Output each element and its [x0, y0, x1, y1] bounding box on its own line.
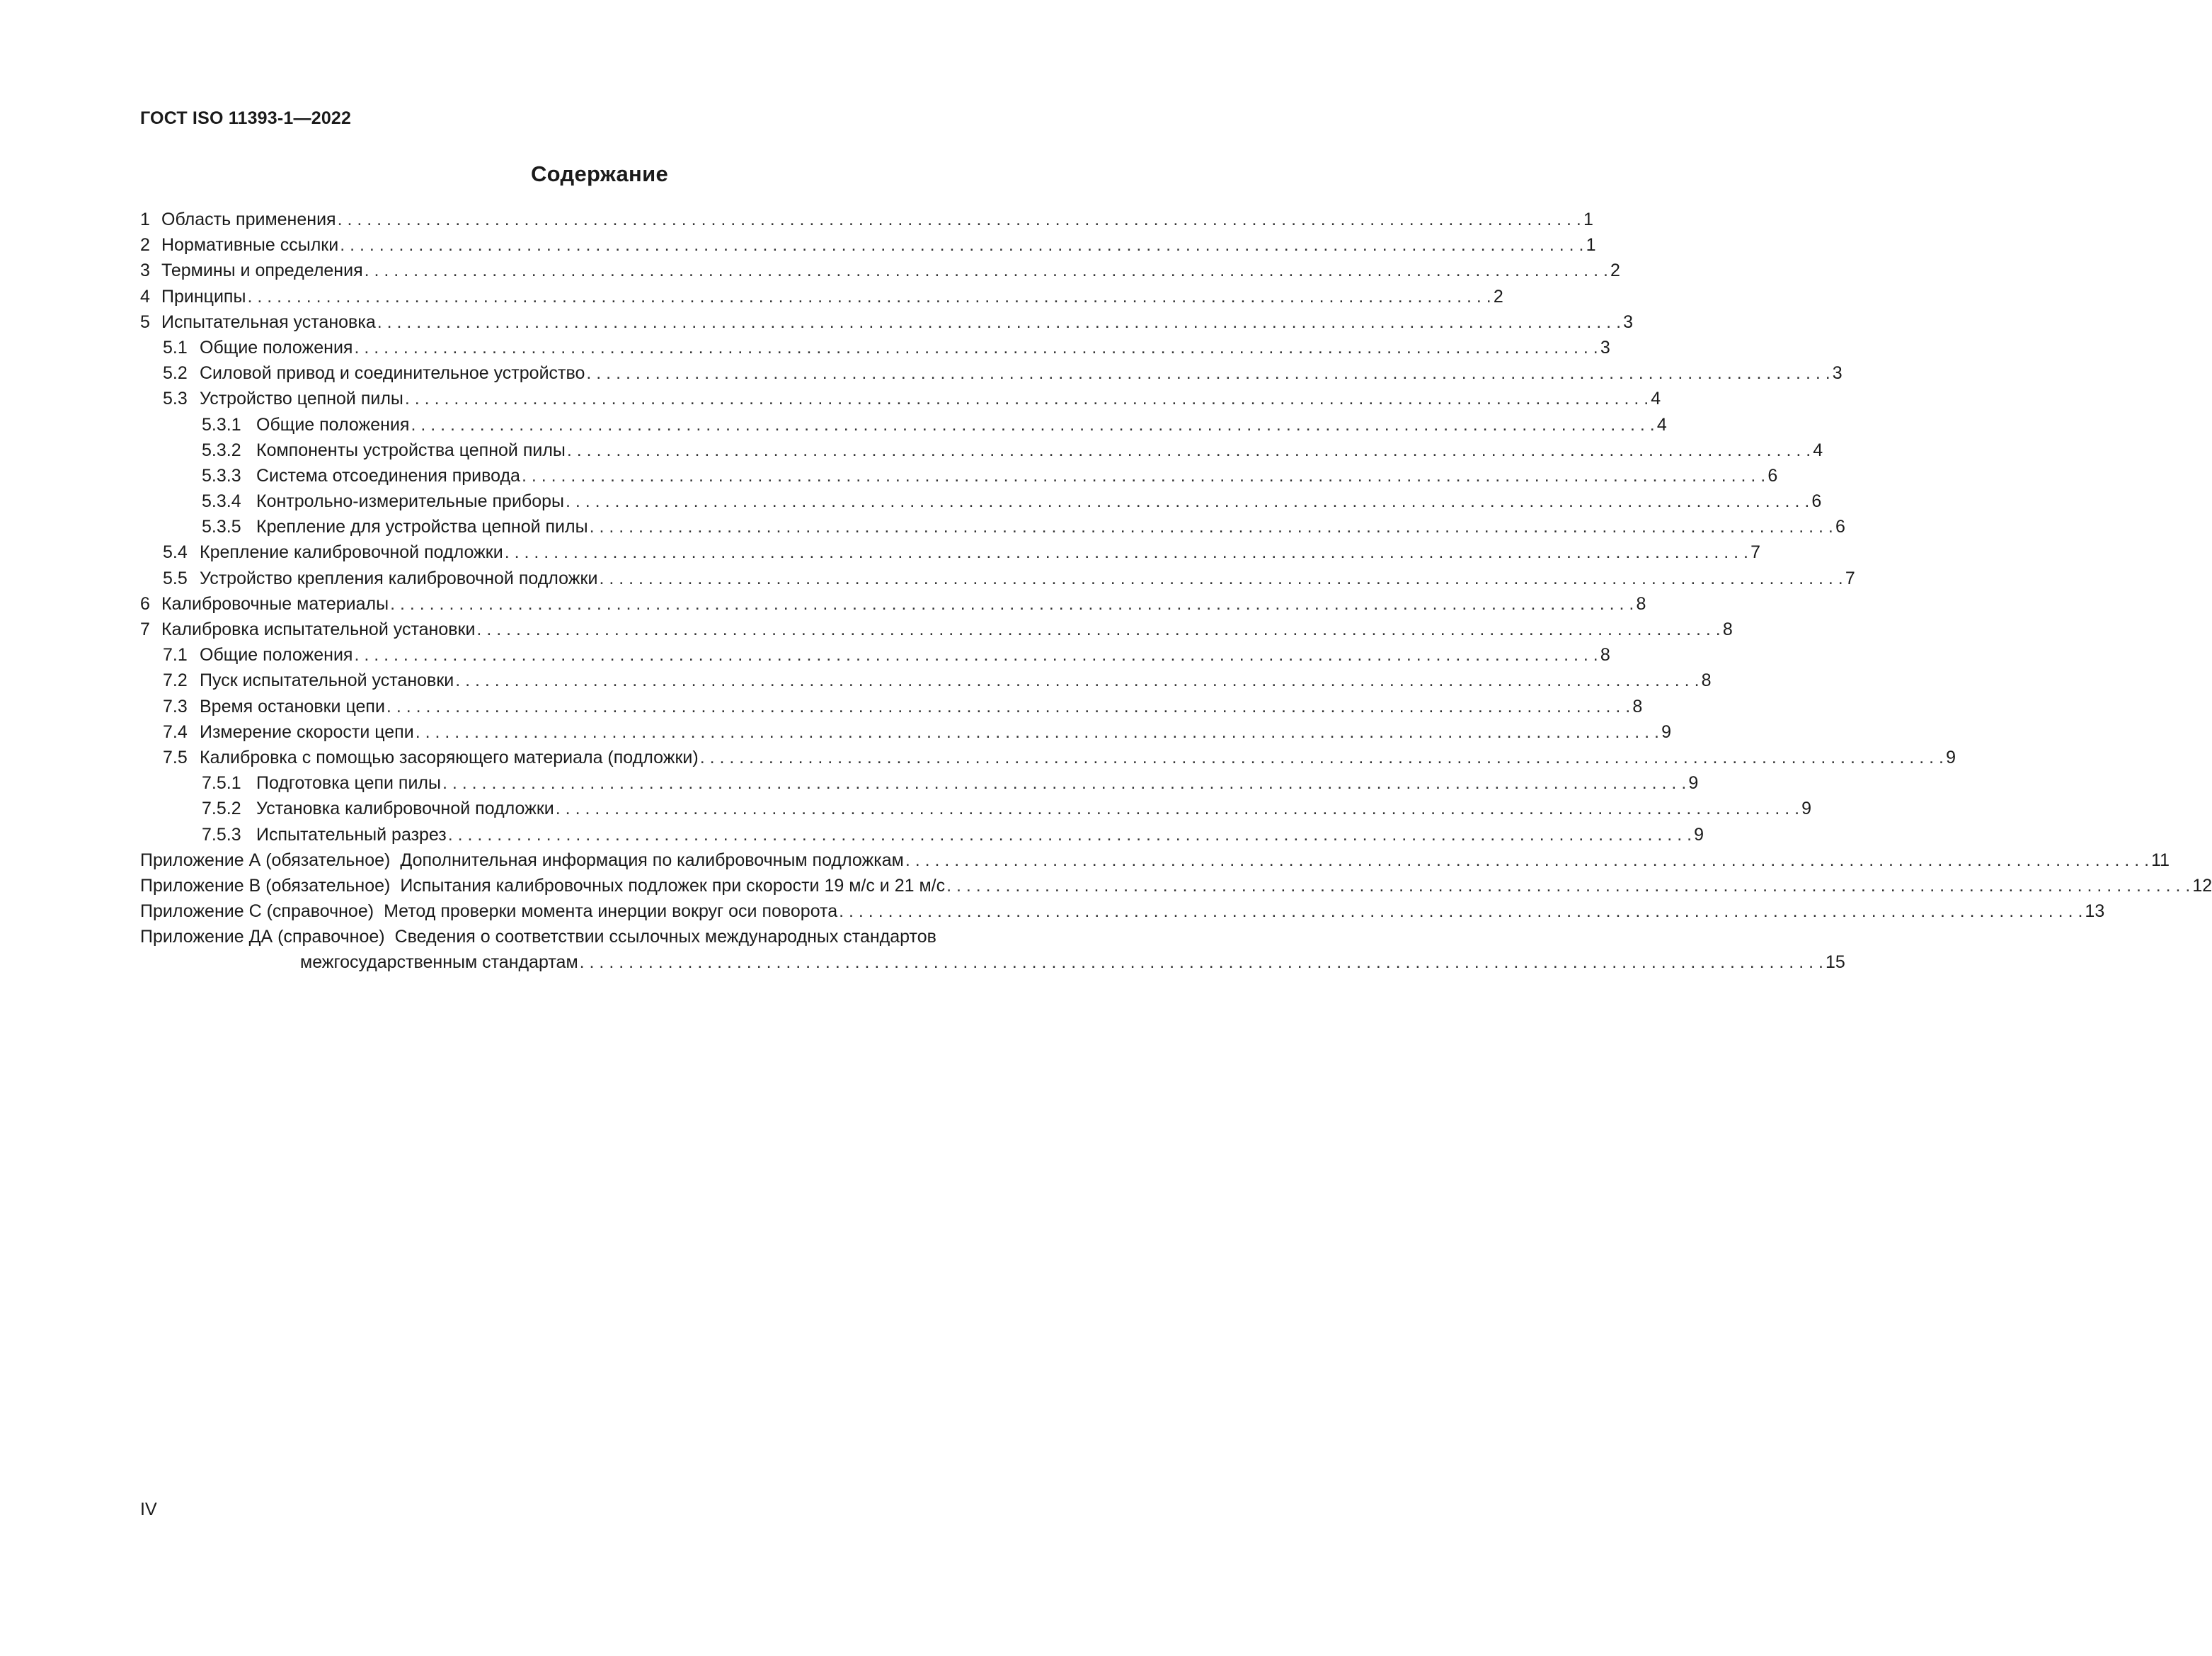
toc-leader-dots — [448, 822, 1692, 847]
toc-leader-dots — [700, 745, 1944, 770]
toc-entry-number: 5.3.2 — [202, 440, 241, 460]
toc-entry-number: 5.3.1 — [202, 414, 241, 435]
toc-entry[interactable] — [140, 719, 1671, 745]
toc-entry-number: 7.3 — [163, 696, 188, 716]
toc-entry-number: 1 — [140, 210, 150, 229]
toc-entry[interactable] — [140, 438, 1823, 463]
toc-leader-dots — [354, 335, 1598, 360]
toc-leader-dots — [590, 514, 1833, 539]
toc-entry-page: 6 — [1811, 491, 1822, 512]
toc-entry-title: Общие положения — [200, 645, 353, 666]
toc-entry-page: 3 — [1832, 363, 1843, 384]
annex-label: Приложение А (обязательное) — [140, 850, 391, 870]
toc-entry-page: 8 — [1632, 696, 1643, 716]
toc-entry[interactable] — [140, 232, 1596, 258]
toc-entry[interactable] — [140, 617, 1733, 642]
toc-entry-title: Измерение скорости цепи — [200, 721, 414, 742]
toc-entry-number: 5.3.4 — [202, 491, 241, 512]
toc-leader-dots — [505, 539, 1748, 565]
toc-entry[interactable] — [140, 642, 1610, 668]
toc-leader-dots — [567, 438, 1811, 463]
toc-entry[interactable] — [140, 796, 1812, 821]
document-header: ГОСТ ISO 11393-1—2022 — [140, 108, 352, 128]
toc-entry-page: 4 — [1813, 440, 1823, 460]
toc-leader-dots — [390, 591, 1634, 617]
toc-entry-page: 8 — [1722, 619, 1733, 639]
toc-entry-title: Время остановки цепи — [200, 696, 385, 716]
toc-entry[interactable] — [140, 309, 1634, 335]
annex-label: Приложение С (справочное) — [140, 901, 374, 922]
toc-entry-number: 7.1 — [163, 645, 188, 666]
toc-leader-dots — [580, 949, 1823, 975]
toc-entry-page: 9 — [1661, 721, 1671, 742]
toc-entry-number: 3 — [140, 261, 150, 281]
toc-entry-title: Нормативные ссылки — [161, 235, 339, 256]
toc-entry-number: 7.2 — [163, 670, 188, 691]
toc-entry-page: 4 — [1651, 389, 1661, 409]
toc-entry-title: Компоненты устройства цепной пилы — [256, 440, 566, 460]
toc-entry[interactable] — [140, 514, 1845, 539]
toc-leader-dots — [340, 232, 1583, 258]
toc-leader-dots — [946, 873, 2190, 898]
toc-entry[interactable] — [140, 386, 1661, 411]
toc-entry-title: Устройство крепления калибровочной подложки — [200, 568, 598, 588]
annex-title: Сведения о соответствии ссылочных международных стандартов — [394, 927, 936, 947]
toc-entry-title: Калибровочные материалы — [161, 593, 389, 614]
toc-entry-title: Контрольно-измерительные приборы — [256, 491, 564, 512]
toc-annex-entry[interactable] — [140, 924, 1096, 949]
toc-leader-dots — [599, 566, 1843, 591]
toc-annex-entry[interactable] — [140, 898, 2105, 924]
toc-entry-number: 5.3 — [163, 389, 188, 409]
toc-entry[interactable] — [140, 822, 1704, 847]
toc-annex-entry[interactable] — [140, 873, 2212, 898]
toc-entry-title: Калибровка с помощью засоряющего материала (подложки) — [200, 747, 699, 767]
toc-entry-page: 9 — [1801, 799, 1812, 819]
toc-leader-dots — [338, 207, 1581, 232]
toc-entry-page: 2 — [1610, 261, 1620, 281]
toc-leader-dots — [411, 412, 1654, 438]
toc-entry-page: 8 — [1701, 670, 1712, 691]
toc-entry-page: 1 — [1583, 210, 1593, 229]
toc-entry-number: 7.5.3 — [202, 824, 241, 845]
toc-entry-number: 2 — [140, 235, 150, 256]
toc-entry[interactable] — [140, 335, 1610, 360]
annex-page: 12 — [2192, 875, 2212, 896]
toc-entry[interactable] — [140, 770, 1699, 796]
toc-entry-title: Термины и определения — [161, 261, 363, 281]
toc-leader-dots — [522, 463, 1765, 489]
annex-title: Метод проверки момента инерции вокруг оси поворота — [384, 901, 838, 922]
toc-entry-title: Система отсоединения привода — [256, 465, 520, 486]
toc-entry-number: 7.5 — [163, 747, 188, 767]
annex-title: Дополнительная информация по калибровочным подложкам — [400, 850, 904, 870]
toc-entry-number: 7 — [140, 619, 150, 639]
toc-entry-title: Общие положения — [256, 414, 410, 435]
toc-leader-dots — [905, 847, 2149, 873]
toc-entry-number: 7.4 — [163, 721, 188, 742]
toc-entry-title: Калибровка испытательной установки — [161, 619, 476, 639]
toc-entry-page: 9 — [1688, 773, 1699, 794]
toc-entry-title: Испытательный разрез — [256, 824, 447, 845]
annex-page: 13 — [2085, 901, 2105, 922]
annex-page: 15 — [1825, 952, 1845, 973]
toc-leader-dots — [365, 258, 1608, 283]
toc-entry-number: 4 — [140, 286, 150, 307]
toc-entry[interactable] — [140, 207, 1593, 232]
toc-entry-page: 3 — [1623, 312, 1634, 332]
toc-entry-number: 5.3.3 — [202, 465, 241, 486]
annex-page: 11 — [2151, 850, 2170, 870]
toc-entry-page: 6 — [1835, 517, 1845, 537]
toc-entry-number: 5.3.5 — [202, 517, 241, 537]
toc-leader-dots — [556, 796, 1799, 821]
toc-entry-page: 2 — [1493, 286, 1503, 307]
toc-entry[interactable] — [140, 694, 1643, 719]
toc-entry-number: 6 — [140, 593, 150, 614]
toc-leader-dots — [476, 617, 1720, 642]
toc-entry-page: 8 — [1636, 593, 1646, 614]
toc-annex-entry-continuation[interactable] — [140, 949, 1845, 975]
toc-entry-title: Силовой привод и соединительное устройство — [200, 363, 585, 384]
toc-entry-number: 5.5 — [163, 568, 188, 588]
annex-title-continuation: межгосударственным стандартам — [300, 952, 578, 973]
toc-entry-title: Крепление для устройства цепной пилы — [256, 517, 588, 537]
toc-entry[interactable] — [140, 745, 1956, 770]
toc-entry-title: Принципы — [161, 286, 246, 307]
page-number: IV — [140, 1500, 157, 1519]
toc-entry[interactable] — [140, 463, 1778, 489]
toc-leader-dots — [455, 668, 1699, 693]
toc-entry-title: Установка калибровочной подложки — [256, 799, 554, 819]
toc-leader-dots — [386, 694, 1630, 719]
toc-entry-title: Подготовка цепи пилы — [256, 773, 441, 794]
toc-leader-dots — [416, 719, 1659, 745]
page-title: Содержание — [531, 161, 668, 186]
toc-entry[interactable] — [140, 668, 1712, 693]
toc-entry-number: 5 — [140, 312, 150, 332]
toc-leader-dots — [566, 489, 1809, 514]
toc-entry-number: 5.1 — [163, 337, 188, 358]
toc-entry-page: 8 — [1600, 645, 1610, 666]
toc-entry-page: 6 — [1767, 465, 1778, 486]
toc-entry-page: 3 — [1600, 337, 1610, 358]
toc-entry[interactable] — [140, 566, 1855, 591]
toc-leader-dots — [247, 284, 1491, 309]
toc-leader-dots — [405, 386, 1649, 411]
toc-entry[interactable] — [140, 284, 1503, 309]
toc-leader-dots — [586, 360, 1830, 386]
toc-entry-title: Крепление калибровочной подложки — [200, 542, 503, 563]
toc-entry-number: 7.5.1 — [202, 773, 241, 794]
toc-entry-number: 5.2 — [163, 363, 188, 384]
toc-leader-dots — [377, 309, 1621, 335]
toc-entry[interactable] — [140, 489, 1822, 514]
toc-leader-dots — [354, 642, 1598, 668]
toc-entry-number: 5.4 — [163, 542, 188, 563]
toc-annex-entry[interactable] — [140, 847, 2170, 873]
toc-entry-page: 9 — [1694, 824, 1704, 845]
annex-label: Приложение ДА (справочное) — [140, 927, 385, 947]
toc-entry-page: 1 — [1586, 235, 1596, 256]
toc-leader-dots — [839, 898, 2082, 924]
annex-title: Испытания калибровочных подложек при скорости 19 м/с и 21 м/с — [400, 875, 946, 896]
toc-entry-page: 9 — [1946, 747, 1956, 767]
toc-entry[interactable] — [140, 258, 1620, 283]
toc-entry[interactable] — [140, 412, 1667, 438]
toc-entry[interactable] — [140, 591, 1646, 617]
toc-entry-title: Пуск испытательной установки — [200, 670, 454, 691]
toc-entry-title: Устройство цепной пилы — [200, 389, 403, 409]
toc-entry-title: Область применения — [161, 210, 336, 229]
toc-leader-dots — [442, 770, 1686, 796]
toc-entry-page: 4 — [1656, 414, 1667, 435]
toc-entry[interactable] — [140, 539, 1760, 565]
annex-label: Приложение В (обязательное) — [140, 875, 391, 896]
toc-entry-page: 7 — [1845, 568, 1855, 588]
toc-entry-page: 7 — [1750, 542, 1760, 563]
table-of-contents — [140, 207, 2212, 976]
toc-entry[interactable] — [140, 360, 1843, 386]
toc-entry-title: Общие положения — [200, 337, 353, 358]
toc-entry-title: Испытательная установка — [161, 312, 376, 332]
toc-entry-number: 7.5.2 — [202, 799, 241, 819]
